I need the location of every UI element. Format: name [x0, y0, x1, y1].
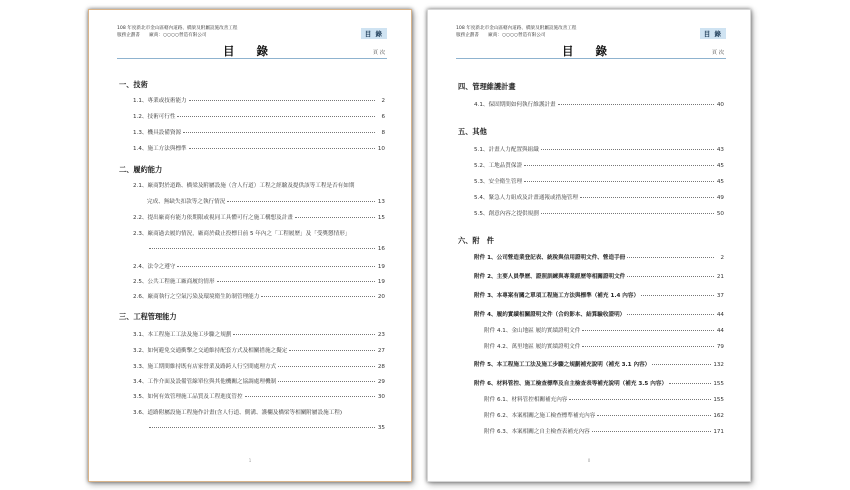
- toc-entry[interactable]: [474, 209, 724, 217]
- toc-tag: 目 錄: [361, 28, 387, 39]
- toc-entry-page: 30: [377, 394, 385, 400]
- toc-entry[interactable]: [133, 377, 385, 385]
- toc-entry-page: 50: [716, 211, 724, 217]
- toc-entry-text: 5.3、安全衛生管理: [474, 179, 523, 185]
- toc-entry[interactable]: [474, 360, 724, 368]
- dot-leader: [582, 330, 714, 331]
- toc-entry-page: 155: [713, 381, 724, 387]
- toc-entry-text: 1.2、技術可行性: [133, 114, 176, 120]
- toc-entry[interactable]: [474, 253, 724, 261]
- toc-entry-page: 40: [716, 102, 724, 108]
- toc-entry-text: 3.3、施工期間維持既有店家營業及路跨人行空間處理方式: [133, 364, 277, 370]
- toc-entry[interactable]: [474, 177, 724, 185]
- toc-entry-text: 2.6、廠商執行之空氣污染及環境衛生防制管理能力: [133, 294, 260, 300]
- toc-entry-page: 16: [377, 246, 385, 252]
- toc-entry-page: 132: [713, 362, 724, 368]
- toc-entry-page: 155: [713, 397, 724, 403]
- page-number: 1: [248, 458, 252, 463]
- dot-leader: [183, 132, 375, 133]
- toc-entry-text: 1.3、機具設備資源: [133, 130, 182, 136]
- toc-entry[interactable]: [133, 408, 385, 416]
- toc-entry-page: 15: [377, 215, 385, 221]
- toc-subentry[interactable]: [484, 326, 724, 334]
- toc-section-heading: 三、工程管理能力: [119, 312, 177, 321]
- header-divider: [456, 58, 726, 59]
- dot-leader: [245, 396, 375, 397]
- dot-leader: [524, 165, 714, 166]
- dot-leader: [652, 364, 711, 365]
- toc-section-heading: 五、其他: [458, 127, 487, 136]
- dot-leader: [278, 366, 375, 367]
- toc-entry-text: 2.4、法令之遵守: [133, 264, 176, 270]
- toc-entry[interactable]: [474, 193, 724, 201]
- toc-entry[interactable]: [133, 330, 385, 338]
- toc-entry-text: 5.5、創意內容之提供規劃: [474, 211, 539, 217]
- toc-entry-text: 4.1、保固期間如何執行維護計畫: [474, 102, 556, 108]
- toc-entry-text: 附件 6、材料管控、施工檢查標準及自主檢查表等補充說明（補充 3.5 內容）: [474, 381, 668, 387]
- dot-leader: [189, 100, 375, 101]
- toc-entry-text: 3.2、如何避免交通衝擊之交通維持配套方式及相關措施之擬定: [133, 348, 288, 354]
- toc-entry-page: 44: [716, 328, 724, 334]
- toc-section-heading: 六、附 件: [458, 236, 494, 245]
- header-company: 服務企劃書 廠商：○○○○營造有限公司: [456, 33, 546, 38]
- toc-entry-text: 3.6、道路附屬設施工程施作計畫(含人行道、側溝、護欄及橋梁等相關附屬設施工程): [133, 410, 343, 416]
- toc-entry[interactable]: [133, 362, 385, 370]
- dot-leader: [541, 213, 714, 214]
- header-project-title: 108 年度新北市金山區轄內道路、橋梁及附屬設施改善工程: [117, 26, 238, 31]
- toc-entry-text: 3.4、工作介面及設備管線單位與其他機關之協調處理機制: [133, 379, 277, 385]
- toc-section-heading: 四、管理維護計畫: [458, 82, 516, 91]
- toc-entry-page: 2: [720, 255, 724, 261]
- toc-entry[interactable]: [133, 144, 385, 152]
- toc-entry-page: 29: [377, 379, 385, 385]
- toc-entry[interactable]: [133, 262, 385, 270]
- toc-entry[interactable]: [474, 100, 724, 108]
- page-header: [117, 25, 237, 39]
- toc-subentry[interactable]: [484, 342, 724, 350]
- toc-entry[interactable]: [133, 277, 385, 285]
- toc-entry-text: 2.5、公共工程施工廠商履約情形: [133, 279, 215, 285]
- toc-subentry[interactable]: [484, 427, 724, 435]
- toc-entry-page: 20: [377, 294, 385, 300]
- toc-entry-continued[interactable]: [147, 425, 385, 431]
- toc-entry[interactable]: [133, 292, 385, 300]
- toc-entry[interactable]: [133, 392, 385, 400]
- toc-entry-continued[interactable]: [147, 246, 385, 252]
- toc-entry-text: 3.1、本工程施工工法及施工步驟之規劃: [133, 332, 232, 338]
- page-title: 目 錄: [561, 44, 616, 58]
- toc-entry-text: 1.4、施工方法與標準: [133, 146, 187, 152]
- dot-leader: [289, 350, 375, 351]
- toc-entry-text: 2.2、提出廠商有能力依期限或視同工具體可行之施工構想及計畫: [133, 215, 293, 221]
- dot-leader: [177, 266, 375, 267]
- toc-entry-text: 附件 2、主要人員學歷、證照訓練與專業經歷等相關證明文件: [474, 274, 626, 280]
- toc-section-heading: 一、技術: [119, 80, 148, 89]
- dot-leader: [233, 334, 375, 335]
- dot-leader: [295, 217, 375, 218]
- toc-entry-page: 171: [713, 429, 724, 435]
- toc-entry[interactable]: [474, 272, 724, 280]
- toc-entry-page: 44: [716, 312, 724, 318]
- toc-entry-page: 37: [716, 293, 724, 299]
- dot-leader: [627, 314, 714, 315]
- header-divider: [117, 58, 387, 59]
- toc-entry-page: 13: [377, 199, 385, 205]
- dot-leader: [189, 148, 375, 149]
- dot-leader: [582, 346, 714, 347]
- toc-tag: 目 錄: [700, 28, 726, 39]
- toc-entry-page: 10: [377, 146, 385, 152]
- toc-entry-page: 28: [377, 364, 385, 370]
- toc-entry-text: 附件 3、本專案有關之單項工程施工方法與標準（補充 1.4 內容）: [474, 293, 640, 299]
- toc-entry[interactable]: [133, 128, 385, 136]
- toc-entry-text: 5.4、緊急人力組成及計畫通報或措施管理: [474, 195, 578, 201]
- toc-entry-page: 79: [716, 344, 724, 350]
- dot-leader: [569, 399, 711, 400]
- toc-entry-text: 完成、無缺失扣款等之執行情況: [147, 199, 226, 205]
- toc-entry-text: 5.2、工地品質保證: [474, 163, 523, 169]
- dot-leader: [627, 257, 714, 258]
- toc-entry-text: 5.1、計畫人力配置與組織: [474, 147, 539, 153]
- toc-entry-text: 附件 4.1、金山地區 履約實績證明文件: [484, 328, 581, 334]
- toc-entry-text: 附件 6.3、本案相關之自主檢查表補充內容: [484, 429, 590, 435]
- toc-entry-page: 35: [377, 425, 385, 431]
- toc-entry-text: 1.1、專業或技術能力: [133, 98, 187, 104]
- toc-entry-page: 19: [377, 279, 385, 285]
- toc-entry[interactable]: [474, 145, 724, 153]
- header-company: 服務企劃書 廠商：○○○○營造有限公司: [117, 33, 207, 38]
- toc-entry-text: 附件 6.1、材料管控相關補充內容: [484, 397, 568, 403]
- toc-entry-page: 8: [381, 130, 385, 136]
- toc-entry-page: 45: [716, 163, 724, 169]
- toc-entry-text: 附件 4.2、萬里地區 履約實績證明文件: [484, 344, 581, 350]
- toc-entry-text: 2.3、廠商過去履約情況，廠商於截止投標日前 5 年內之「工程履歷」及「受獎懲情形」: [133, 231, 351, 237]
- dot-leader: [580, 197, 714, 198]
- dot-leader: [217, 281, 375, 282]
- toc-entry-page: 21: [716, 274, 724, 280]
- toc-entry-page: 2: [381, 98, 385, 104]
- dot-leader: [597, 415, 711, 416]
- dot-leader: [627, 276, 714, 277]
- page-title: 目 錄: [222, 44, 277, 58]
- toc-entry-text: 3.5、如何有效管理施工品質及工程進度管控: [133, 394, 243, 400]
- toc-entry[interactable]: [133, 346, 385, 354]
- dot-leader: [541, 149, 714, 150]
- dot-leader: [278, 381, 375, 382]
- dot-leader: [641, 295, 714, 296]
- toc-entry[interactable]: [133, 181, 385, 189]
- toc-subentry[interactable]: [484, 411, 724, 419]
- toc-entry-text: 附件 6.2、本案相關之施工檢查標準補充內容: [484, 413, 596, 419]
- dot-leader: [149, 248, 375, 249]
- page-header: [456, 25, 576, 39]
- toc-entry-page: 45: [716, 179, 724, 185]
- toc-entry-page: 6: [381, 114, 385, 120]
- dot-leader: [177, 116, 375, 117]
- toc-entry[interactable]: [474, 379, 724, 387]
- toc-entry-page: 19: [377, 264, 385, 270]
- toc-entry-page: 162: [713, 413, 724, 419]
- toc-entry[interactable]: [474, 161, 724, 169]
- toc-page-left: [88, 9, 412, 482]
- toc-entry-page: 49: [716, 195, 724, 201]
- toc-entry[interactable]: [474, 310, 724, 318]
- page-column-label: 頁 次: [711, 50, 724, 56]
- dot-leader: [669, 383, 711, 384]
- page-column-label: 頁 次: [372, 50, 385, 56]
- header-project-title: 108 年度新北市金山區轄內道路、橋梁及附屬設施改善工程: [456, 26, 577, 31]
- toc-entry[interactable]: [133, 112, 385, 120]
- toc-subentry[interactable]: [484, 395, 724, 403]
- toc-entry[interactable]: [474, 291, 724, 299]
- toc-entry-page: 27: [377, 348, 385, 354]
- toc-entry-page: 23: [377, 332, 385, 338]
- toc-page-right: [427, 9, 751, 482]
- toc-entry-continued[interactable]: [147, 197, 385, 205]
- page-number: 0: [587, 458, 591, 463]
- toc-entry[interactable]: [133, 96, 385, 104]
- dot-leader: [524, 181, 714, 182]
- dot-leader: [227, 201, 375, 202]
- toc-entry-text: 附件 1、公司營造業登記表、統稅與信用證明文件、營造手冊: [474, 255, 626, 261]
- toc-section-heading: 二、履約能力: [119, 165, 163, 174]
- dot-leader: [592, 431, 712, 432]
- dot-leader: [149, 427, 375, 428]
- dot-leader: [261, 296, 375, 297]
- toc-entry-text: 附件 5、本工程施工工法及施工步驟之規劃補充說明（補充 3.1 內容）: [474, 362, 651, 368]
- toc-entry[interactable]: [133, 213, 385, 221]
- toc-entry-page: 43: [716, 147, 724, 153]
- dot-leader: [558, 104, 714, 105]
- toc-entry-text: 附件 4、履約實績相關證明文件（合約影本、結算驗收證明）: [474, 312, 626, 318]
- toc-entry-text: 2.1、廠商對於道路、橋梁及附屬設施（含人行道）工程之經驗及提供該等工程是否有如期: [133, 183, 355, 189]
- toc-entry[interactable]: [133, 229, 385, 237]
